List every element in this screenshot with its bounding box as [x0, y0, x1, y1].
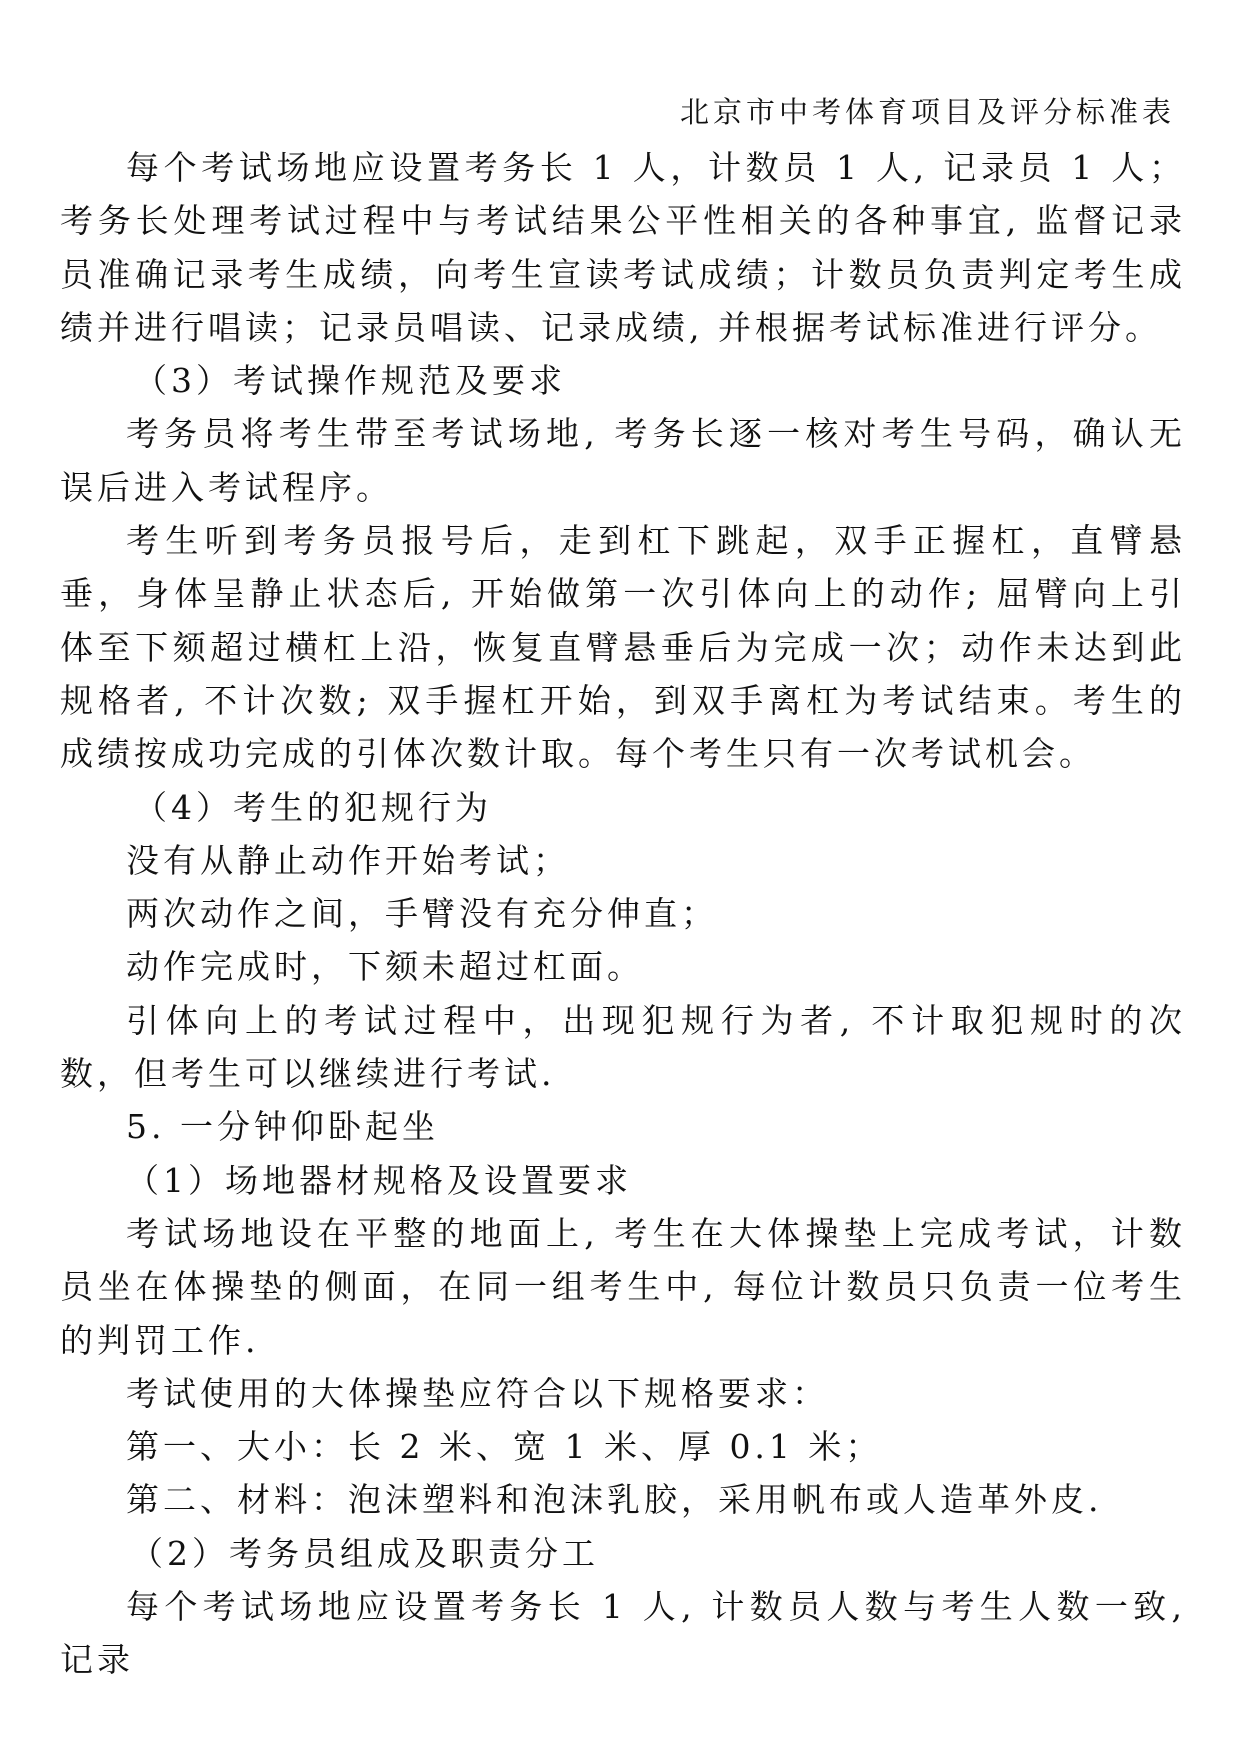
section-heading-staff-roles: （2）考务员组成及职责分工 [130, 1533, 599, 1573]
page-header-title: 北京市中考体育项目及评分标准表 [679, 95, 1175, 129]
paragraph-staff-duties: 每个考试场地应设置考务长 1 人，计数员 1 人, 记录员 1 人；考务长处理考试过程中与考试结果公平性相关的各种事宜, 监督记录员准确记录考生成绩，向考生宣读考试成绩；计数员负责判定考生成绩并进行唱读；记录员唱读、记录成绩, 并根据考试标准进行评分。 [60, 148, 1186, 347]
section-heading-fouls: （4）考生的犯规行为 [134, 787, 492, 827]
paragraph-foul-handling: 引体向上的考试过程中，出现犯规行为者, 不计取犯规时的次数，但考生可以继续进行考试. [60, 1000, 1186, 1094]
paragraph-pull-up-procedure: 考生听到考务员报号后，走到杠下跳起，双手正握杠，直臂悬垂，身体呈静止状态后, 开始做第一次引体向上的动作; 屈臂向上引体至下颏超过横杠上沿，恢复直臂悬垂后为完成一次；动作未达到此规格者, 不计次数; 双手握杠开始，到双手离杠为考试结束。考生的成绩按成功完成的引体次数计取。每个考生只有一次考试机会。 [60, 521, 1186, 774]
section-heading-venue-equipment: （1）场地器材规格及设置要求 [126, 1160, 632, 1200]
list-item-mat-size: 第一、大小：长 2 米、宽 1 米、厚 0.1 米； [126, 1427, 883, 1467]
paragraph-staff-setup: 每个考试场地应设置考务长 1 人, 计数员人数与考生人数一致, 记录 [60, 1587, 1186, 1680]
paragraph-mat-requirements: 考试使用的大体操垫应符合以下规格要求： [126, 1373, 829, 1413]
list-item-foul-1: 没有从静止动作开始考试； [126, 840, 570, 880]
paragraph-candidate-check: 考务员将考生带至考试场地, 考务长逐一核对考生号码，确认无误后进入考试程序。 [60, 414, 1186, 507]
list-item-mat-material: 第二、材料：泡沫塑料和泡沫乳胶，采用帆布或人造革外皮. [126, 1480, 1103, 1520]
list-item-foul-2: 两次动作之间，手臂没有充分伸直； [126, 894, 718, 934]
section-heading-exam-procedure: （3）考试操作规范及要求 [134, 361, 566, 401]
section-heading-sit-ups: 5. 一分钟仰卧起坐 [126, 1107, 439, 1147]
paragraph-venue-setup: 考试场地设在平整的地面上, 考生在大体操垫上完成考试，计数员坐在体操垫的侧面，在同一组考生中, 每位计数员只负责一位考生的判罚工作. [60, 1213, 1186, 1360]
document-body [60, 141, 1186, 1687]
list-item-foul-3: 动作完成时，下颏未超过杠面。 [126, 947, 644, 987]
